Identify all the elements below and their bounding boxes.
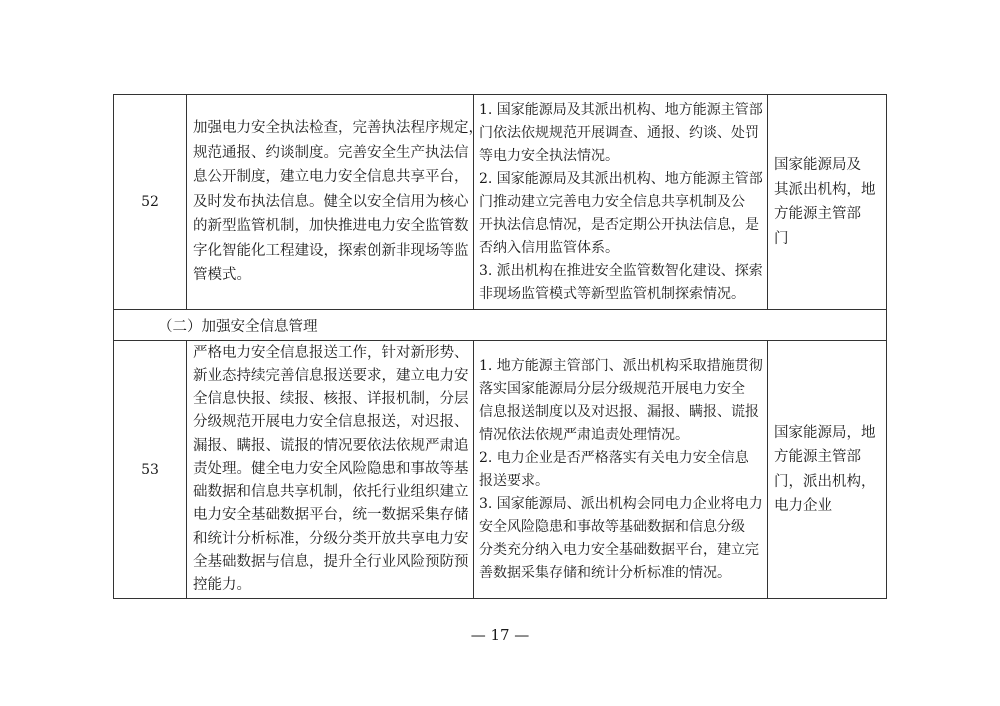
text-line: 否纳入信用监管体系。 (479, 239, 619, 256)
text-line: 加强电力安全执法检查，完善执法程序规定， (193, 120, 483, 137)
text-line: 善数据采集存储和统计分析标准的情况。 (479, 564, 731, 581)
text-line: 新业态持续完善信息报送要求，建立电力安 (193, 368, 469, 385)
page-number: — 17 — (470, 626, 530, 644)
text-line: 1. 地方能源主管部门、派出机构采取措施贯彻 (479, 357, 763, 374)
text-line: 字化智能化工程建设，探索创新非现场等监 (193, 242, 469, 259)
text-line: 管模式。 (193, 267, 251, 284)
text-line: 3. 派出机构在推进安全监管数智化建设、探索 (479, 262, 763, 279)
text-line: 国家能源局及 (774, 157, 861, 173)
text-line: 2. 国家能源局及其派出机构、地方能源主管部 (479, 170, 763, 187)
text-line: 门推动建立完善电力安全信息共享机制及公 (479, 193, 745, 210)
text-line: 础数据和信息共享机制，依托行业组织建立 (193, 484, 469, 501)
text-line: 开执法信息情况，是否定期公开执法信息，是 (479, 216, 759, 233)
row-number: 53 (114, 341, 187, 599)
text-line: 漏报、瞒报、谎报的情况要依法依规严肃追 (193, 437, 469, 454)
text-line: 严格电力安全信息报送工作，针对新形势、 (193, 344, 469, 361)
text-line: 息公开制度，建立电力安全信息共享平台， (193, 169, 469, 186)
responsible-unit (768, 341, 887, 599)
text-line: 分级规范开展电力安全信息报送，对迟报、 (193, 414, 469, 431)
text-line: 门 (774, 230, 789, 247)
text-line: 的新型监管机制，加快推进电力安全监管数 (193, 218, 469, 235)
text-line: 其派出机构，地 (774, 181, 876, 198)
text-line: 门依法依规规范开展调查、通报、约谈、处罚 (479, 124, 759, 141)
text-line: 非现场监管模式等新型监管机制探索情况。 (479, 285, 745, 302)
text-line: 门，派出机构， (774, 473, 876, 490)
text-line: 电力企业 (774, 498, 832, 514)
text-line: 国家能源局，地 (774, 424, 876, 441)
task-table (113, 94, 887, 599)
evaluation-content (474, 95, 768, 310)
text-line: 规范通报、约谈制度。完善安全生产执法信 (193, 144, 469, 161)
text-line: 分类充分纳入电力安全基础数据平台，建立完 (479, 541, 759, 558)
text-line: 1. 国家能源局及其派出机构、地方能源主管部 (479, 101, 763, 118)
task-content (187, 95, 483, 310)
row-number: 52 (114, 95, 187, 310)
section-row (114, 310, 887, 341)
text-line: 报送要求。 (479, 472, 549, 489)
text-line: 3. 国家能源局、派出机构会同电力企业将电力 (479, 495, 763, 512)
text-line: 全信息快报、续报、核报、详报机制，分层 (193, 391, 469, 408)
text-line: 安全风险隐患和事故等基础数据和信息分级 (479, 518, 745, 535)
text-line: 2. 电力企业是否严格落实有关电力安全信息 (479, 449, 749, 466)
text-line: 信息报送制度以及对迟报、漏报、瞒报、谎报 (479, 403, 759, 420)
text-line: 等电力安全执法情况。 (479, 147, 619, 164)
section-heading: （二）加强安全信息管理 (114, 310, 887, 341)
text-line: 控能力。 (193, 576, 251, 593)
text-line: 方能源主管部 (774, 449, 861, 465)
responsible-unit (768, 95, 887, 310)
text-line: 落实国家能源局分层分级规范开展电力安全 (479, 380, 745, 397)
text-line: 电力安全基础数据平台，统一数据采集存储 (193, 507, 469, 524)
table-row (114, 95, 887, 310)
task-content (187, 341, 474, 599)
text-line: 方能源主管部 (774, 206, 861, 222)
text-line: 责处理。健全电力安全风险隐患和事故等基 (193, 460, 469, 477)
text-line: 全基础数据与信息，提升全行业风险预防预 (193, 553, 469, 570)
evaluation-content (474, 341, 768, 599)
text-line: 情况依法依规严肃追责处理情况。 (479, 426, 689, 443)
table-row (114, 341, 887, 599)
text-line: 和统计分析标准，分级分类开放共享电力安 (193, 530, 469, 547)
text-line: 及时发布执法信息。健全以安全信用为核心 (193, 193, 469, 210)
